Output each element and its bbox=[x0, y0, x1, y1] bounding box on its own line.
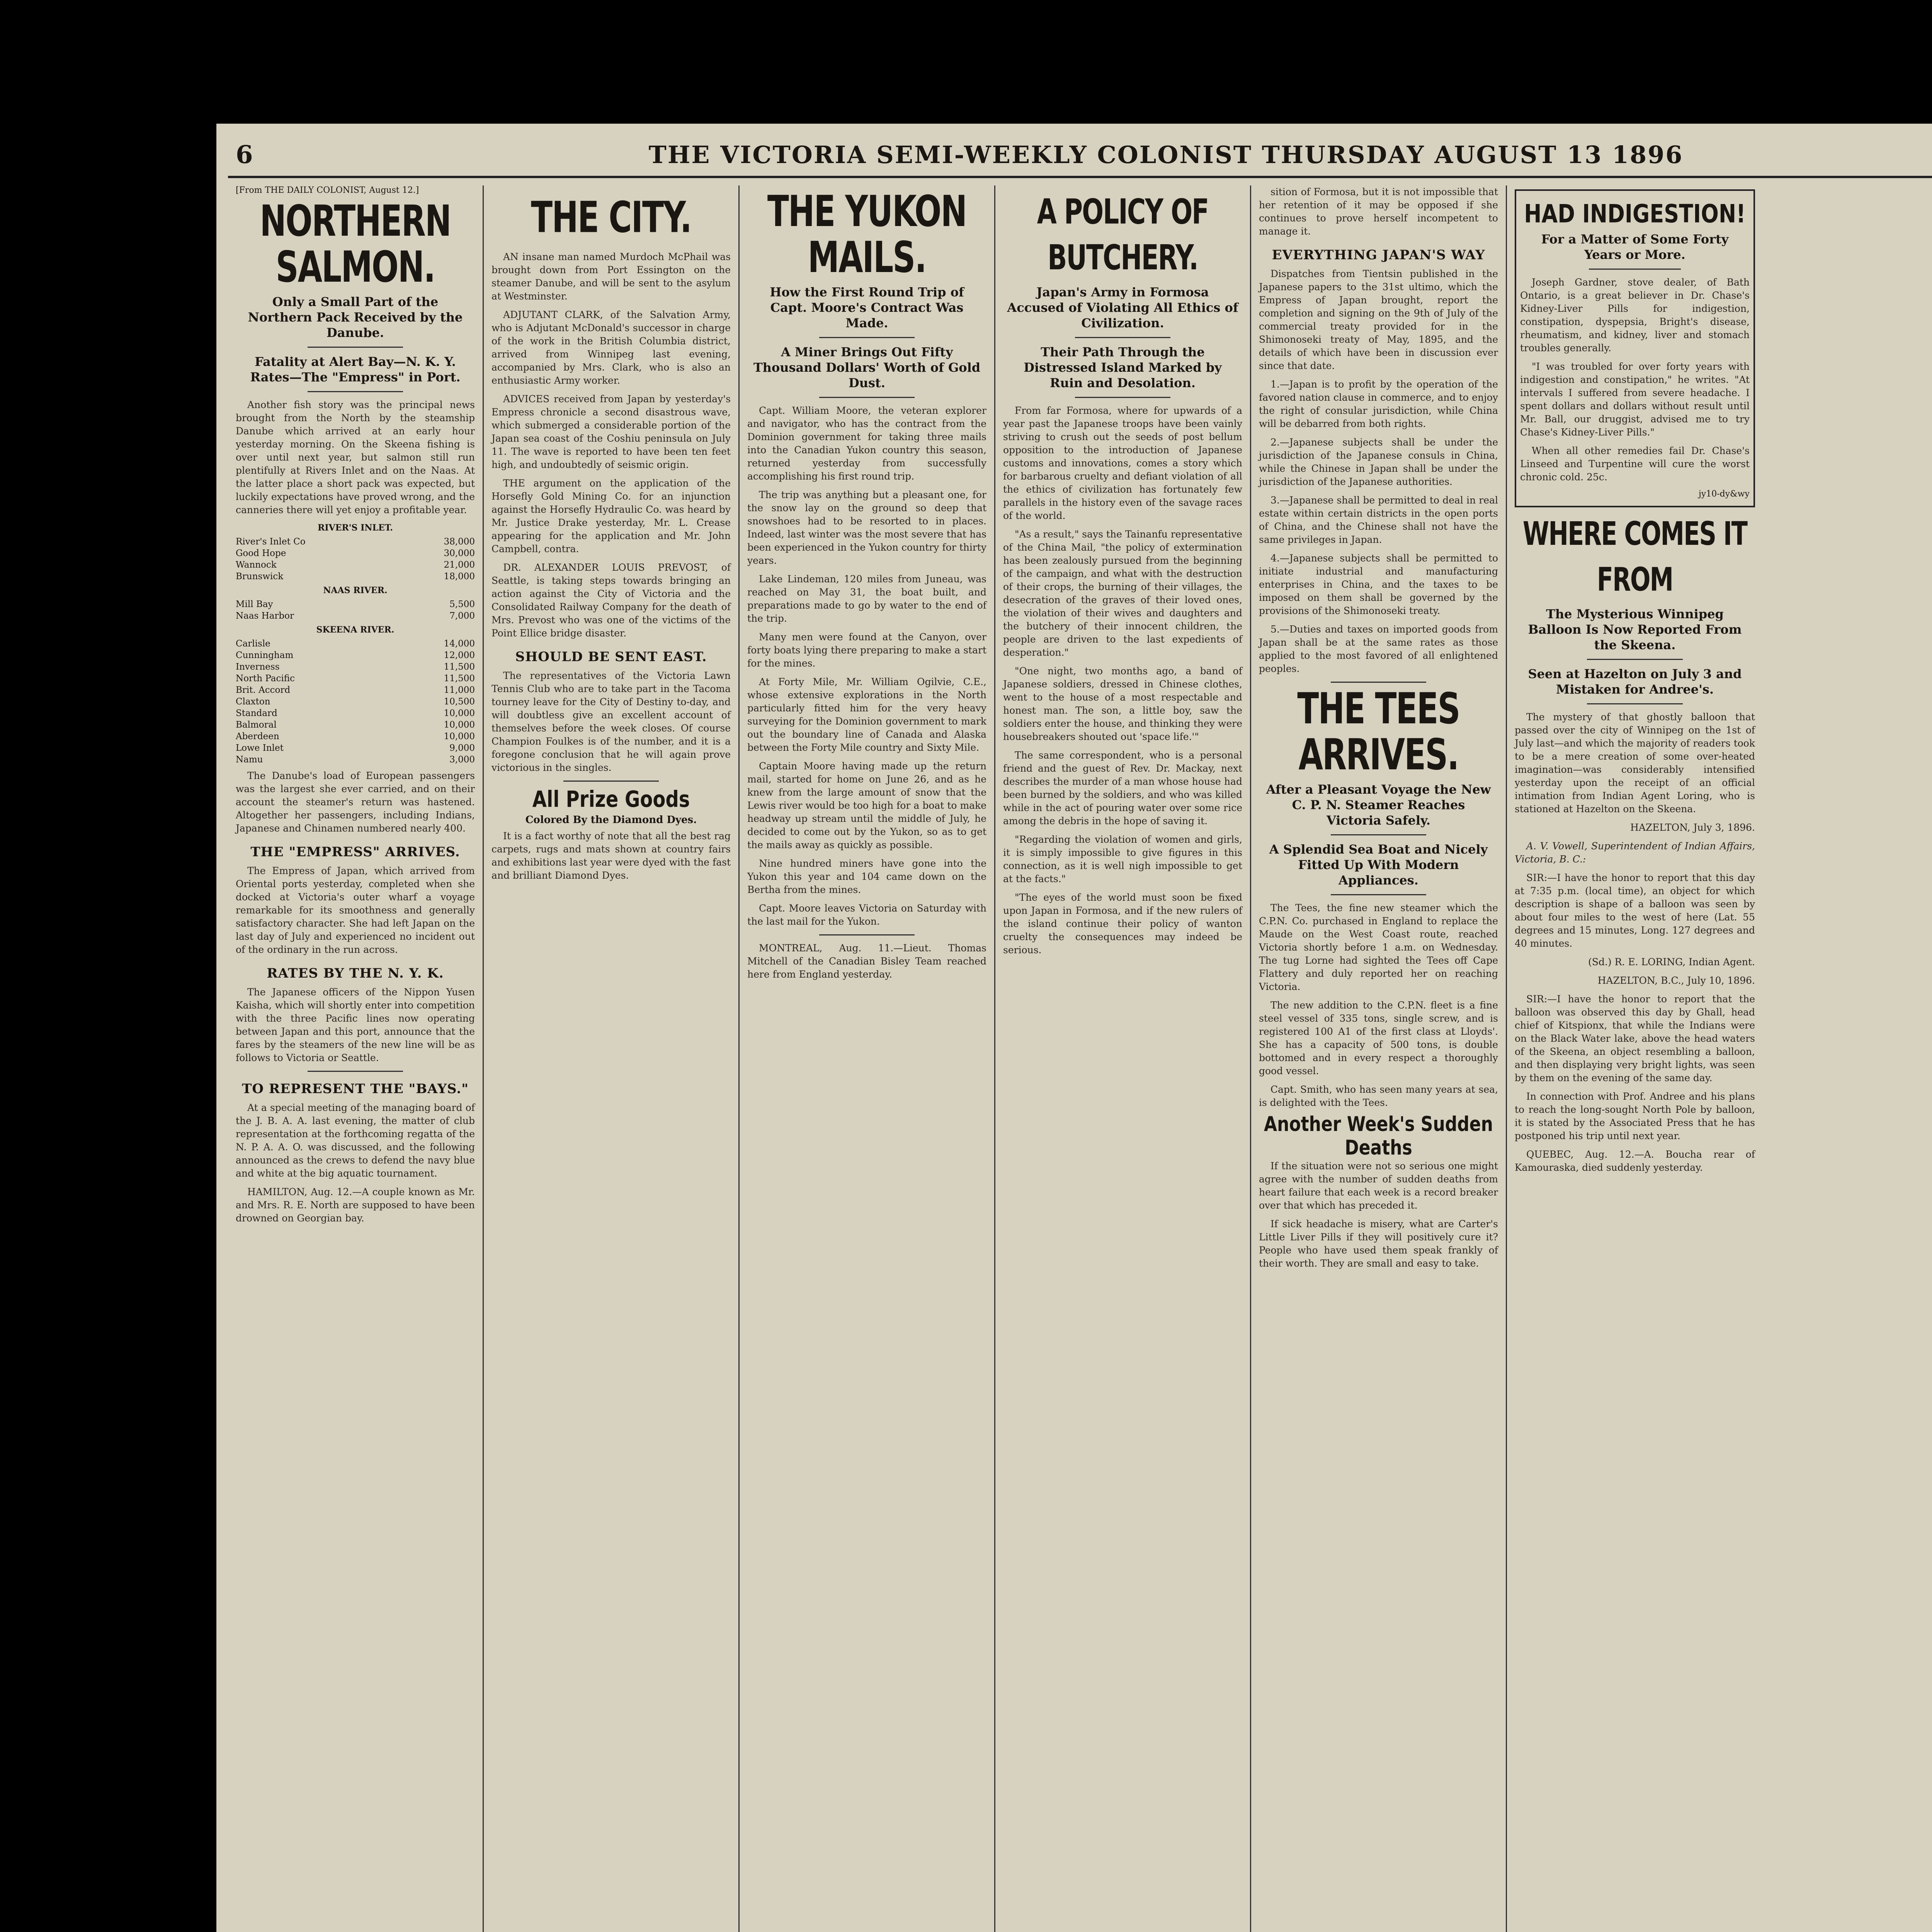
article-paragraph: The mystery of that ghostly balloon that passed over the city of Winnipeg on the 1st of July last—and which the majority of readers took to be a mere creation of some over-heated imagination—was considerably intensified yesterday upon the receipt of an official intimation from Indian Agent Loring, who is stationed at Hazelton on the Skeena. bbox=[1515, 711, 1755, 815]
subheadline: A Miner Brings Out Fifty Thousand Dollars' Worth of Gold Dust. bbox=[753, 345, 981, 390]
ad-subheadline: For a Matter of Some Forty Years or More. bbox=[1541, 232, 1729, 262]
table-caption: SKEENA RIVER. bbox=[316, 625, 395, 635]
cases-value: 10,000 bbox=[444, 708, 475, 718]
cannery-name: Brunswick bbox=[236, 571, 284, 582]
subheadline: After a Pleasant Voyage the New C. P. N. Steamer Reaches Victoria Safely. bbox=[1266, 782, 1491, 828]
table-row bbox=[236, 719, 475, 731]
table-row bbox=[236, 599, 475, 610]
newspaper-page bbox=[216, 124, 1932, 1932]
article-paragraph: Lake Lindeman, 120 miles from Juneau, was reached on May 31, the boat built, and preparations made to go by water to the end of the trip. bbox=[747, 573, 986, 624]
cases-value: 12,000 bbox=[444, 650, 475, 660]
divider bbox=[1587, 703, 1683, 704]
column-2 bbox=[484, 185, 740, 1932]
divider bbox=[819, 397, 915, 398]
divider bbox=[819, 934, 915, 935]
cannery-name: Good Hope bbox=[236, 548, 286, 558]
article-paragraph: Another fish story was the principal news brought from the North by the steamship Danube which arrived at an early hour yesterday morning. On the Skeena fishing is over until next year, but salmon still run plentifully at Rivers Inlet and on the Naas. At the latter place a short pack was expected, but luckily expectations have proved wrong, and the canneries there will yet enjoy a profitable year. bbox=[236, 399, 475, 515]
divider bbox=[1075, 397, 1171, 398]
article-paragraph: QUEBEC, Aug. 12.—A. Boucha rear of Kamouraska, died suddenly yesterday. bbox=[1515, 1149, 1755, 1173]
treaty-item: 5.—Duties and taxes on imported goods from Japan shall be at the same rates as those applied to the most favored of all enlightened peoples. bbox=[1259, 624, 1498, 674]
letter-addressee: A. V. Vowell, Superintendent of Indian Affairs, Victoria, B. C.: bbox=[1515, 840, 1755, 865]
headline-tees-arrives: THE TEES ARRIVES. bbox=[1297, 684, 1460, 780]
article-paragraph: At Forty Mile, Mr. William Ogilvie, C.E., whose extensive explorations in the North particularly fitted him for the very heavy surveying for the Dominion government to mark out the boundary line of Canada and Alaska between the Forty Mile country and Sixty Mile. bbox=[747, 676, 986, 753]
ad-paragraph: When all other remedies fail Dr. Chase's Linseed and Turpentine will cure the worst chronic cold. 25c. bbox=[1520, 445, 1750, 483]
cases-value: 11,000 bbox=[444, 685, 475, 695]
section-heading: RATES BY THE N. Y. K. bbox=[267, 966, 444, 981]
divider bbox=[819, 337, 915, 338]
cannery-name: Inverness bbox=[236, 662, 280, 672]
article-paragraph: THE argument on the application of the Horsefly Gold Mining Co. for an injunction against the Horsefly Hydraulic Co. was heard by Mr. Justice Drake yesterday, Mr. L. Crease appearing for the application and Mr. John Campbell, contra. bbox=[492, 478, 731, 554]
article-paragraph: ADVICES received from Japan by yesterday's Empress chronicle a second disastrous wave, which submerged a considerable portion of the Japan sea coast of the Coshiu peninsula on July 11. The wave is reported to have been ten feet high, and undoubtedly of seismic origin. bbox=[492, 393, 731, 470]
section-heading: THE "EMPRESS" ARRIVES. bbox=[250, 844, 460, 860]
article-paragraph: SIR:—I have the honor to report that the balloon was observed this day by Ghall, head chief of Kitspionx, that while the Indians were on the Black Water lake, above the head waters of the Skeena, an object resembling a balloon, and then displaying very bright lights, was seen by them on the evening of the same day. bbox=[1515, 993, 1755, 1083]
subheadline: A Splendid Sea Boat and Nicely Fitted Up With Modern Appliances. bbox=[1269, 842, 1488, 888]
advertisement-box bbox=[1515, 189, 1755, 507]
cases-value: 10,000 bbox=[444, 720, 475, 730]
cases-value: 18,000 bbox=[444, 571, 475, 582]
article-paragraph: sition of Formosa, but it is not impossible that her retention of it may be opposed if she continues to prove herself incompetent to manage it. bbox=[1259, 186, 1498, 237]
article-paragraph: If the situation were not so serious one might agree with the number of sudden deaths from heart failure that each week is a record breaker over that which has preceded it. bbox=[1259, 1160, 1498, 1211]
section-heading: All Prize Goods bbox=[532, 786, 690, 813]
cannery-name: River's Inlet Co bbox=[236, 537, 306, 547]
table-row bbox=[236, 638, 475, 650]
cases-value: 5,500 bbox=[449, 599, 475, 609]
column-5 bbox=[1251, 185, 1507, 1932]
table-row bbox=[236, 571, 475, 582]
article-paragraph: "As a result," says the Tainanfu representative of the China Mail, "the policy of extermination has been zealously pursued from the beginning of the campaign, and what with the destruction of their crops, the burning of their villages, the desecration of the graves of their loved ones, the violation of their wives and daughters and the butchery of their innocent children, the people are driven to the last expedients of desperation." bbox=[1003, 529, 1242, 658]
article-paragraph: "Regarding the violation of women and girls, it is simply impossible to give figures in this connection, as it is well nigh impossible to get at the facts." bbox=[1003, 834, 1242, 884]
cannery-name: Brit. Accord bbox=[236, 685, 291, 695]
subheadline: Their Path Through the Distressed Island Marked by Ruin and Desolation. bbox=[1024, 345, 1222, 390]
cases-value: 3,000 bbox=[449, 755, 475, 765]
table-row bbox=[236, 559, 475, 571]
article-paragraph: Nine hundred miners have gone into the Yukon this year and 104 came down on the Bertha from the mines. bbox=[747, 858, 986, 895]
divider bbox=[1587, 659, 1683, 660]
table-row bbox=[236, 696, 475, 707]
cannery-name: Carlisle bbox=[236, 639, 270, 649]
article-paragraph: From far Formosa, where for upwards of a year past the Japanese troops have been vainly striving to crush out the seeds of post bellum opposition to the introduction of Japanese customs and innovations, comes a story which for barbarous cruelty and defiant violation of all the ethics of civilization has fortunately few parallels in the history even of the savage races of the world. bbox=[1003, 405, 1242, 521]
article-paragraph: The new addition to the C.P.N. fleet is a fine steel vessel of 335 tons, single screw, and is registered 100 A1 of the first class at Lloyds'. She has a capacity of 500 tons, is double bottomed and in every respect a thoroughly good vessel. bbox=[1259, 1000, 1498, 1077]
letter-signature: (Sd.) R. E. LORING, Indian Agent. bbox=[1588, 956, 1755, 968]
cases-value: 38,000 bbox=[444, 537, 475, 547]
cases-value: 11,500 bbox=[444, 662, 475, 672]
article-paragraph: Capt. William Moore, the veteran explorer and navigator, who has the contract from the Dominion government for taking three mails into the Canadian Yukon country this season, returned yesterday from successfully accomplishing his first round trip. bbox=[747, 405, 986, 482]
columns bbox=[228, 185, 1932, 1932]
ad-paragraph: Joseph Gardner, stove dealer, of Bath Ontario, is a great believer in Dr. Chase's Kidney-Liver Pills for indigestion, constipation, dyspepsia, Bright's disease, rheumatism, and kidney, liver and stomach troubles generally. bbox=[1520, 277, 1750, 354]
column-6 bbox=[1507, 185, 1763, 1932]
cannery-name: Namu bbox=[236, 755, 263, 765]
article-paragraph: DR. ALEXANDER LOUIS PREVOST, of Seattle, is taking steps towards bringing an action against the City of Victoria and the Consolidated Railway Company for the death of Mrs. Prevost who was one of the victims of the Point Ellice bridge disaster. bbox=[492, 562, 731, 639]
article-paragraph: Capt. Smith, who has seen many years at sea, is delighted with the Tees. bbox=[1259, 1084, 1498, 1108]
article-paragraph: "The eyes of the world must soon be fixed upon Japan in Formosa, and if the new rulers of the island continue their policy of wanton cruelty the consequences may indeed be serious. bbox=[1003, 892, 1242, 956]
table-row bbox=[236, 731, 475, 742]
table-row bbox=[236, 536, 475, 548]
table-row bbox=[236, 684, 475, 696]
treaty-item: 2.—Japanese subjects shall be under the jurisdiction of the Japanese consuls in China, while the Chinese in Japan shall be under the jurisdiction of the Japanese authorities. bbox=[1259, 437, 1498, 487]
table-row bbox=[236, 548, 475, 559]
divider bbox=[308, 391, 403, 392]
divider bbox=[1331, 682, 1427, 683]
headline-yukon-mails: THE YUKON MAILS. bbox=[767, 187, 967, 282]
cases-value: 7,000 bbox=[449, 611, 475, 621]
advertisement-text: If sick headache is misery, what are Carter's Little Liver Pills if they will positively cure it? People who have used them speak frankly of their worth. They are small and easy to take. bbox=[1259, 1218, 1498, 1269]
article-paragraph: The Japanese officers of the Nippon Yusen Kaisha, which will shortly enter into competition with the three Pacific lines now operating between Japan and this port, announce that the fares by the steamers of the new line will be as follows to Victoria or Seattle. bbox=[236, 986, 475, 1063]
divider bbox=[308, 1071, 403, 1072]
ad-paragraph: "I was troubled for over forty years with indigestion and constipation," he writes. "At intervals I suffered from severe headache. I spent dollars and dollars without result until Mr. Ball, our druggist, advised me to try Chase's Kidney-Liver Pills." bbox=[1520, 361, 1750, 438]
ad-headline: HAD INDIGESTION! bbox=[1524, 199, 1746, 229]
table-row bbox=[236, 742, 475, 754]
column-1 bbox=[228, 185, 484, 1932]
article-paragraph: AN insane man named Murdoch McPhail was brought down from Port Essington on the steamer Danube, and will be sent to the asylum at Westminster. bbox=[492, 251, 731, 302]
headline-policy-of-butchery: A POLICY OF BUTCHERY. bbox=[1037, 191, 1209, 278]
cases-value: 11,500 bbox=[444, 673, 475, 684]
cannery-name: Mill Bay bbox=[236, 599, 273, 609]
section-heading: SHOULD BE SENT EAST. bbox=[515, 649, 707, 665]
section-heading: Another Week's Sudden Deaths bbox=[1264, 1112, 1493, 1160]
article-paragraph: The trip was anything but a pleasant one, for the snow lay on the ground so deep that snowshoes had to be resorted to in places. Indeed, last winter was the most severe that has been experienced in the Yukon country for thirty years. bbox=[747, 489, 986, 566]
article-paragraph: The same correspondent, who is a personal friend and the guest of Rev. Dr. Mackay, next describes the murder of a man whose house had been burned by the soldiers, and who was killed while in the act of pouring water over some rice among the debris in the hope of saving it. bbox=[1003, 750, 1242, 827]
letter-dateline: HAZELTON, July 3, 1896. bbox=[1630, 822, 1755, 833]
subheadline: Japan's Army in Formosa Accused of Violating All Ethics of Civilization. bbox=[1007, 285, 1238, 330]
headline-northern-salmon: NORTHERN SALMON. bbox=[260, 196, 451, 292]
cases-value: 21,000 bbox=[444, 560, 475, 570]
divider bbox=[1331, 834, 1427, 835]
subheadline: The Mysterious Winnipeg Balloon Is Now Reported From the Skeena. bbox=[1528, 607, 1742, 652]
column-3 bbox=[740, 185, 995, 1932]
article-paragraph: HAMILTON, Aug. 12.—A couple known as Mr. and Mrs. R. E. North are supposed to have been drowned on Georgian bay. bbox=[236, 1186, 475, 1224]
subheadline: Seen at Hazelton on July 3 and Mistaken for Andree's. bbox=[1528, 667, 1742, 697]
cannery-name: Standard bbox=[236, 708, 277, 718]
treaty-item: 4.—Japanese subjects shall be permitted to initiate industrial and manufacturing enterprises in China, and the taxes to be imposed on them shall be governed by the provisions of the Shimonoseki treaty. bbox=[1259, 553, 1498, 616]
table-row bbox=[236, 661, 475, 673]
article-paragraph: Captain Moore having made up the return mail, started for home on June 26, and as he knew from the large amount of snow that the Lewis river would be too high for a boat to make headway up stream until the middle of July, he decided to come out by the Yukon, so as to get the mails away as quickly as possible. bbox=[747, 760, 986, 850]
article-paragraph: The Empress of Japan, which arrived from Oriental ports yesterday, completed when she docked at Victoria's outer wharf a voyage remarkable for its smoothness and generally satisfactory character. She had left Japan on the last day of July and experienced no incident out of the ordinary in the run across. bbox=[236, 865, 475, 955]
divider bbox=[1589, 269, 1681, 270]
article-paragraph: At a special meeting of the managing board of the J. B. A. A. last evening, the matter of club representation at the forthcoming regatta of the N. P. A. A. O. was discussed, and the following announced as the crews to defend the navy blue and white at the big aquatic tournament. bbox=[236, 1102, 475, 1179]
table-row bbox=[236, 707, 475, 719]
column-4 bbox=[995, 185, 1251, 1932]
subheadline: How the First Round Trip of Capt. Moore's Contract Was Made. bbox=[770, 285, 964, 330]
cannery-name: Naas Harbor bbox=[236, 611, 294, 621]
divider bbox=[1075, 337, 1171, 338]
article-paragraph: Capt. Moore leaves Victoria on Saturday with the last mail for the Yukon. bbox=[747, 903, 986, 927]
article-paragraph: Many men were found at the Canyon, over forty boats lying there preparing to make a start for the mines. bbox=[747, 631, 986, 669]
cases-value: 10,500 bbox=[444, 697, 475, 707]
table-row bbox=[236, 754, 475, 765]
article-paragraph: MONTREAL, Aug. 11.—Lieut. Thomas Mitchell of the Canadian Bisley Team reached here from England yesterday. bbox=[747, 942, 986, 980]
subheadline: Fatality at Alert Bay—N. K. Y. Rates—The "Empress" in Port. bbox=[250, 354, 461, 384]
ad-code: jy10-dy&wy bbox=[1698, 489, 1750, 499]
article-paragraph: It is a fact worthy of note that all the best rag carpets, rugs and mats shown at country fairs and exhibitions last year were dyed with the fast and brilliant Diamond Dyes. bbox=[492, 830, 731, 881]
cannery-name: Wannock bbox=[236, 560, 277, 570]
table-caption: NAAS RIVER. bbox=[323, 585, 388, 595]
cannery-name: Balmoral bbox=[236, 720, 277, 730]
treaty-item: 3.—Japanese shall be permitted to deal in real estate within certain districts in the open ports of China, and the Chinese shall not have the same privileges in Japan. bbox=[1259, 495, 1498, 545]
cannery-name: Aberdeen bbox=[236, 731, 279, 742]
divider bbox=[308, 347, 403, 348]
cases-value: 10,000 bbox=[444, 731, 475, 742]
table-row bbox=[236, 673, 475, 684]
article-paragraph: SIR:—I have the honor to report that this day at 7:35 p.m. (local time), an object for which description is shape of a balloon was seen by about four miles to the west of here (Lat. 55 degrees and 15 minutes, Long. 127 degrees and 40 minutes. bbox=[1515, 872, 1755, 949]
masthead: THE VICTORIA SEMI-WEEKLY COLONIST THURSDAY AUGUST 13 1896 bbox=[648, 140, 1684, 169]
cannery-name: Claxton bbox=[236, 697, 270, 707]
table-row bbox=[236, 650, 475, 661]
cannery-name: North Pacific bbox=[236, 673, 295, 684]
treaty-item: 1.—Japan is to profit by the operation of the favored nation clause in commerce, and to enjoy the right of consular jurisdiction, while China will be debarred from both rights. bbox=[1259, 379, 1498, 429]
article-paragraph: In connection with Prof. Andree and his plans to reach the long-sought North Pole by balloon, it is stated by the Associated Press that he has postponed his trip until next year. bbox=[1515, 1091, 1755, 1141]
pack-table-rivers-inlet bbox=[236, 522, 475, 765]
table-caption: RIVER'S INLET. bbox=[318, 523, 393, 533]
cases-value: 30,000 bbox=[444, 548, 475, 558]
article-paragraph: The Danube's load of European passengers was the largest she ever carried, and on their account the steamer's return was hastened. Altogether her passengers, including Indians, Japanese and Chinamen numbered nearly 400. bbox=[236, 770, 475, 834]
article-paragraph: ADJUTANT CLARK, of the Salvation Army, who is Adjutant McDonald's successor in charge of the work in the British Columbia district, arrived from Winnipeg last evening, accompanied by Mrs. Clark, who is also an enthusiastic Army worker. bbox=[492, 309, 731, 386]
section-heading: TO REPRESENT THE "BAYS." bbox=[242, 1081, 469, 1097]
cases-value: 14,000 bbox=[444, 639, 475, 649]
page-number: 6 bbox=[236, 140, 253, 169]
article-paragraph: Dispatches from Tientsin published in the Japanese papers to the 31st ultimo, which the Empress of Japan brought, report the completion and signing on the 9th of July of the commercial treaty provided for in the Shimonoseki treaty of May, 1895, and the details of which have been in discussion ever since that date. bbox=[1259, 268, 1498, 371]
source-note: [From THE DAILY COLONIST, August 12.] bbox=[236, 185, 419, 195]
cannery-name: Lowe Inlet bbox=[236, 743, 284, 753]
article-paragraph: The representatives of the Victoria Lawn Tennis Club who are to take part in the Tacoma tourney leave for the City of Destiny to-day, and will doubtless give an excellent account of themselves before the week closes. Of course Champion Foulkes is of the number, and it is a foregone conclusion that he will again prove victorious in the singles. bbox=[492, 670, 731, 773]
divider bbox=[563, 781, 659, 782]
headline-where-comes-it-from: WHERE COMES IT FROM bbox=[1522, 514, 1747, 599]
divider bbox=[1331, 894, 1427, 895]
table-row bbox=[236, 610, 475, 622]
article-paragraph: The Tees, the fine new steamer which the C.P.N. Co. purchased in England to replace the Maude on the West Coast route, reached Victoria shortly before 1 a.m. on Wednesday. The tug Lorne had sighted the Tees off Cape Flattery and duly reported her on reaching Victoria. bbox=[1259, 902, 1498, 992]
letter-dateline: HAZELTON, B.C., July 10, 1896. bbox=[1597, 975, 1755, 986]
article-paragraph: "One night, two months ago, a band of Japanese soldiers, dressed in Chinese clothes, went to the house of a most respectable and honest man. The son, a little boy, saw the soldiers enter the house, and thinking they were housebreakers shouted out 'space life.'" bbox=[1003, 665, 1242, 742]
headline-the-city: THE CITY. bbox=[531, 193, 691, 243]
subheadline: Only a Small Part of the Northern Pack Received by the Danube. bbox=[248, 294, 463, 340]
page-header bbox=[228, 133, 1932, 178]
subheadline: Colored By the Diamond Dyes. bbox=[525, 814, 697, 826]
cases-value: 9,000 bbox=[449, 743, 475, 753]
cannery-name: Cunningham bbox=[236, 650, 294, 660]
section-heading: EVERYTHING JAPAN'S WAY bbox=[1272, 247, 1485, 263]
